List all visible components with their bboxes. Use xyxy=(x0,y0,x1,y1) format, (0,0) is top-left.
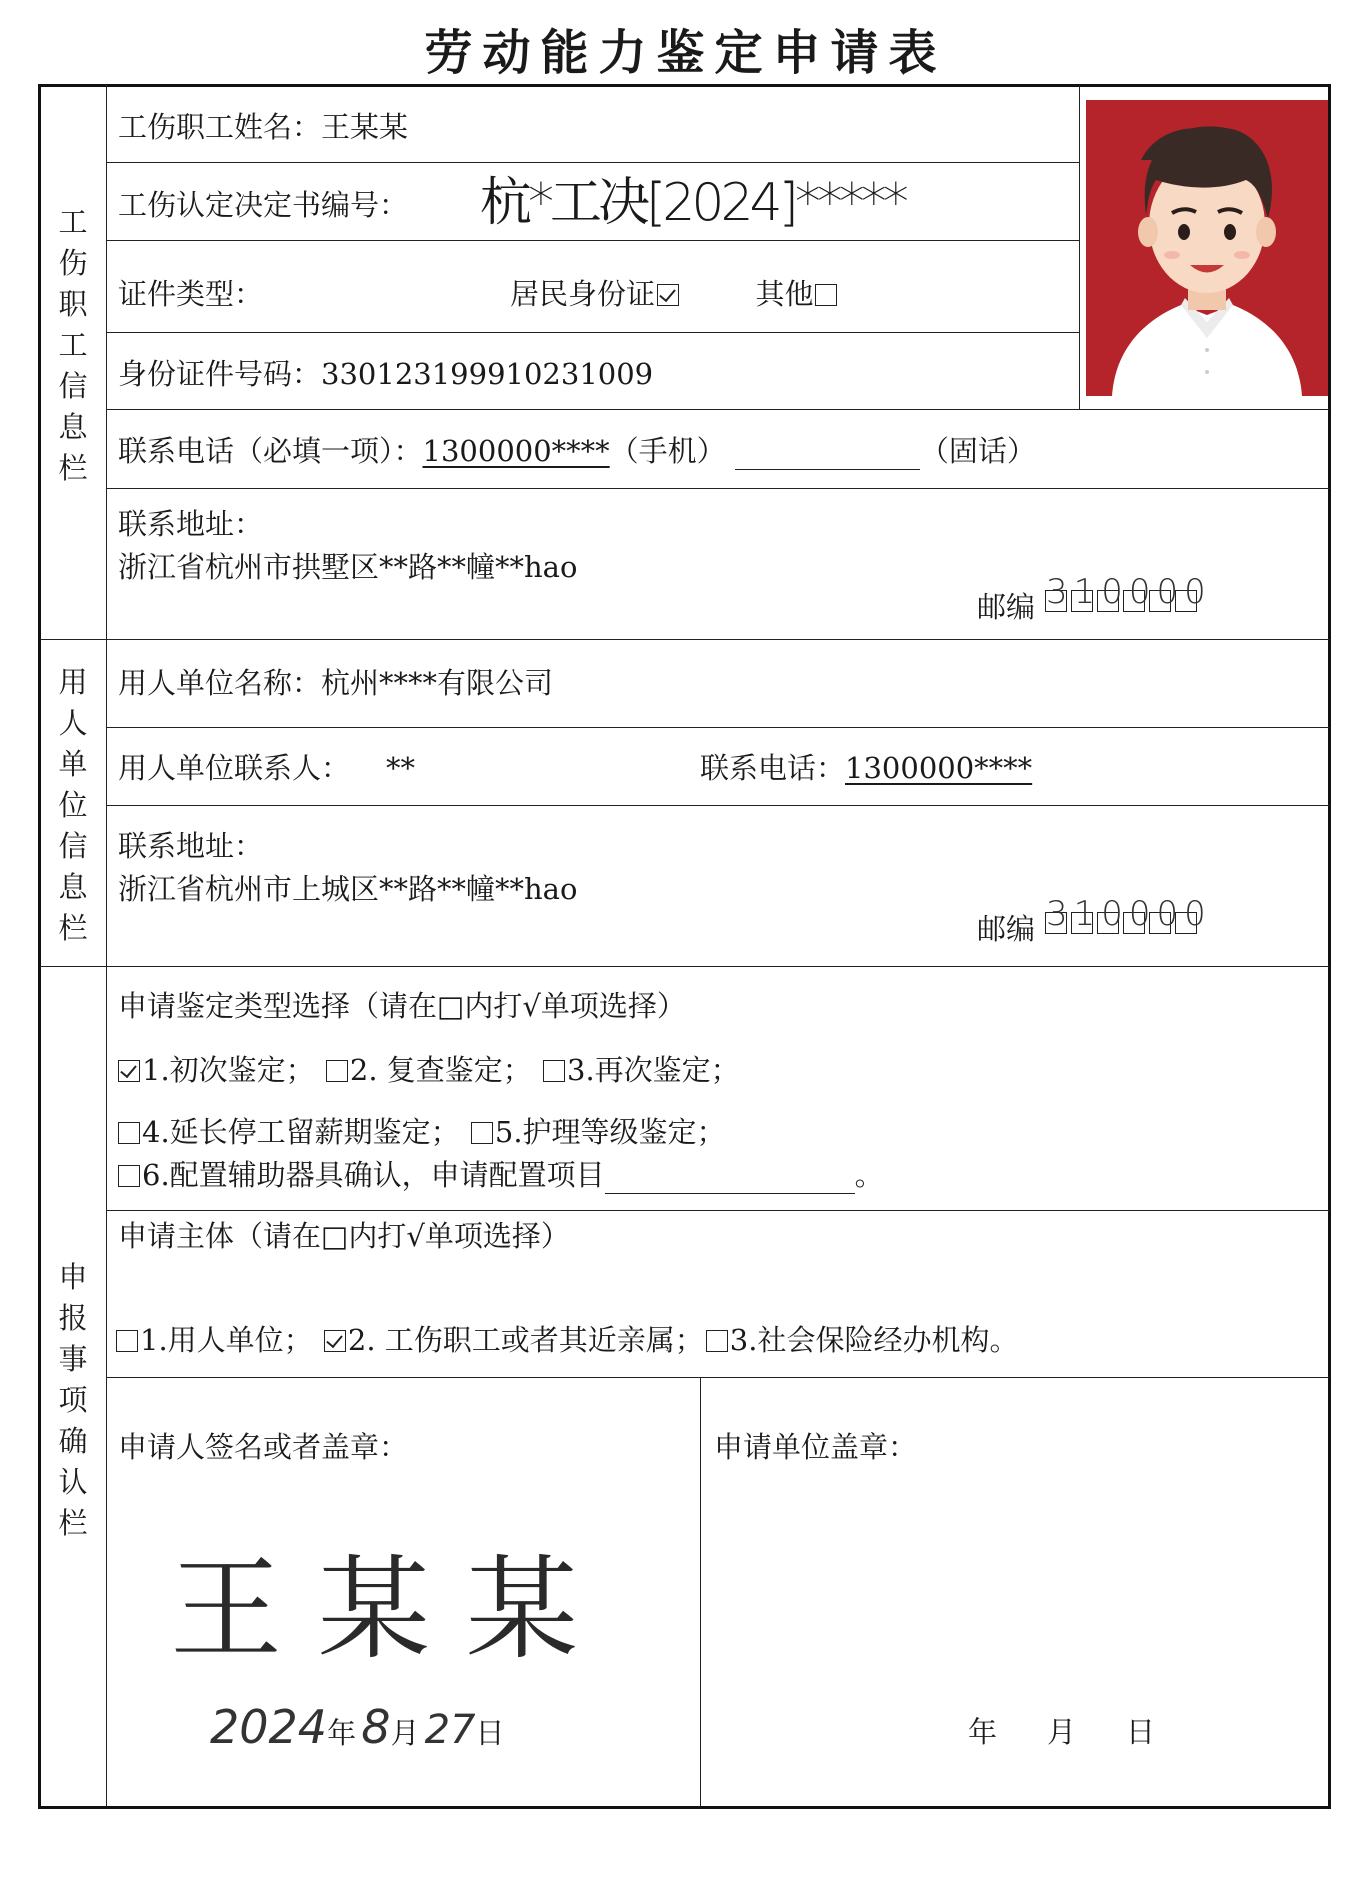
unit-date-year: 年 xyxy=(968,1715,998,1749)
opt5-label: 5.护理等级鉴定； xyxy=(494,1115,726,1149)
section-label-char: 工 xyxy=(58,204,88,239)
form-title: 劳动能力鉴定申请表 xyxy=(424,25,947,81)
section-label-char: 栏 xyxy=(58,450,88,485)
decision-no-value: 杭*工决[2024]***** xyxy=(480,173,905,233)
employer-address-value: 浙江省杭州市上城区**路**幢**hao xyxy=(118,872,578,906)
worker-mobile-value: 1300000**** xyxy=(422,434,610,468)
subj3-checkbox[interactable] xyxy=(706,1330,728,1352)
landline-suffix: （固话） xyxy=(919,434,1036,468)
employer-name-value: 杭州****有限公司 xyxy=(321,666,554,700)
section-label-char: 栏 xyxy=(58,910,88,945)
section-label-char: 项 xyxy=(58,1382,88,1417)
employer-address-label: 联系地址： xyxy=(118,829,264,863)
row-divider xyxy=(106,332,1079,333)
worker-address-value: 浙江省杭州市拱墅区**路**幢**hao xyxy=(118,550,578,584)
applicant-signature: 王某某 xyxy=(170,1545,614,1675)
id-type-resident-checkbox[interactable] xyxy=(657,284,679,306)
opt4-label: 4.延长停工留薪期鉴定； xyxy=(142,1115,460,1149)
id-type-other-label: 其他 xyxy=(755,277,814,311)
date-year-label: 年 xyxy=(327,1716,357,1750)
worker-phone-row xyxy=(118,429,1036,470)
section-label-char: 单 xyxy=(58,746,88,781)
date-day-label: 日 xyxy=(475,1716,505,1750)
opt6-end: 。 xyxy=(854,1158,884,1192)
subj1-label: 1.用人单位； xyxy=(140,1323,313,1357)
label-column-divider xyxy=(106,85,107,1807)
worker-address-label: 联系地址： xyxy=(118,507,264,541)
opt1-label: 1.初次鉴定； xyxy=(142,1053,315,1087)
section-label-char: 事 xyxy=(58,1341,88,1376)
employer-zip-handwritten: 310000 xyxy=(1046,894,1212,934)
subj2-label: 2. 工伤职工或者其近亲属； xyxy=(347,1323,704,1357)
applicant-date xyxy=(210,1700,505,1754)
apply-type-heading: 申请鉴定类型选择（请在□内打√单项选择） xyxy=(118,989,686,1023)
section-label-char: 用 xyxy=(58,664,88,699)
date-month-handwritten: 8 xyxy=(361,1700,391,1754)
apply-type-row-1 xyxy=(116,1048,740,1089)
section-label-worker xyxy=(40,190,106,500)
opt4-checkbox[interactable] xyxy=(118,1122,140,1144)
row-divider xyxy=(106,805,1330,806)
id-number-row xyxy=(118,352,653,393)
date-day-handwritten: 27 xyxy=(424,1707,476,1753)
worker-name-row xyxy=(118,105,408,146)
employer-phone-label: 联系电话： xyxy=(700,751,846,785)
section-label-char: 工 xyxy=(58,327,88,362)
opt6-label: 6.配置辅助器具确认，申请配置项目 xyxy=(142,1158,605,1192)
employer-zip-label: 邮编 xyxy=(977,912,1036,946)
section-divider xyxy=(40,639,1330,640)
id-type-resident-label: 居民身份证 xyxy=(510,277,656,311)
opt2-label: 2. 复查鉴定； xyxy=(349,1053,532,1087)
section-label-confirm xyxy=(40,1240,106,1560)
row-divider xyxy=(106,1210,1330,1211)
employer-phone-value: 1300000**** xyxy=(845,751,1033,785)
section-label-char: 确 xyxy=(58,1423,88,1458)
id-type-other-checkbox[interactable] xyxy=(815,284,837,306)
apply-subject-heading: 申请主体（请在□内打√单项选择） xyxy=(118,1219,570,1253)
section-label-char: 栏 xyxy=(58,1505,88,1540)
mobile-suffix: （手机） xyxy=(609,434,726,468)
employer-name-label: 用人单位名称： xyxy=(118,666,322,700)
section-label-char: 申 xyxy=(58,1259,88,1294)
section-label-char: 伤 xyxy=(58,245,88,280)
opt5-checkbox[interactable] xyxy=(471,1122,493,1144)
landline-field[interactable] xyxy=(735,439,920,470)
applicant-photo xyxy=(1086,100,1328,396)
row-divider xyxy=(106,1377,1330,1378)
unit-date-day: 日 xyxy=(1126,1715,1156,1749)
signature-divider xyxy=(700,1377,701,1807)
section-label-char: 信 xyxy=(58,828,88,863)
decision-no-label: 工伤认定决定书编号： xyxy=(118,188,409,222)
section-label-char: 职 xyxy=(58,286,88,321)
section-label-char: 人 xyxy=(58,705,88,740)
subj3-label: 3.社会保险经办机构。 xyxy=(729,1323,1019,1357)
row-divider xyxy=(106,409,1330,410)
row-divider xyxy=(106,727,1330,728)
opt3-label: 3.再次鉴定； xyxy=(567,1053,740,1087)
opt3-checkbox[interactable] xyxy=(543,1060,565,1082)
opt6-item-field[interactable] xyxy=(605,1163,855,1194)
id-type-label: 证件类型： xyxy=(118,277,264,311)
unit-date xyxy=(968,1710,1155,1751)
date-month-label: 月 xyxy=(390,1716,420,1750)
unit-date-month: 月 xyxy=(1047,1715,1077,1749)
applicant-sign-label: 申请人签名或者盖章： xyxy=(118,1430,409,1464)
section-label-char: 信 xyxy=(58,368,88,403)
worker-zip-label: 邮编 xyxy=(977,590,1036,624)
photo-divider xyxy=(1079,85,1080,409)
section-divider xyxy=(40,966,1330,967)
employer-contact-label: 用人单位联系人： xyxy=(118,751,351,785)
section-label-char: 位 xyxy=(58,787,88,822)
apply-type-row-3 xyxy=(116,1153,884,1194)
employer-contact-value: ** xyxy=(386,751,416,785)
employer-name-row xyxy=(118,661,553,702)
subj2-checkbox[interactable] xyxy=(324,1330,346,1352)
id-number-value: 330123199910231009 xyxy=(321,357,654,391)
section-label-char: 报 xyxy=(58,1300,88,1335)
person-portrait-icon xyxy=(1086,100,1328,396)
worker-name-value: 王某某 xyxy=(321,110,409,144)
opt2-checkbox[interactable] xyxy=(326,1060,348,1082)
worker-phone-label: 联系电话（必填一项）： xyxy=(118,434,423,468)
apply-type-row-2 xyxy=(116,1110,726,1151)
section-label-char: 息 xyxy=(58,409,88,444)
employer-phone-row xyxy=(700,746,1032,787)
subj1-checkbox[interactable] xyxy=(116,1330,138,1352)
worker-name-label: 工伤职工姓名： xyxy=(118,110,322,144)
section-label-char: 息 xyxy=(58,869,88,904)
opt6-checkbox[interactable] xyxy=(118,1165,140,1187)
row-divider xyxy=(106,488,1330,489)
worker-zip-handwritten: 310000 xyxy=(1046,572,1212,612)
date-year-handwritten: 2024 xyxy=(210,1700,328,1754)
section-label-char: 认 xyxy=(58,1464,88,1499)
id-type-options xyxy=(510,272,839,313)
opt1-checkbox[interactable] xyxy=(118,1060,140,1082)
employer-contact-row xyxy=(118,746,415,787)
id-number-label: 身份证件号码： xyxy=(118,357,322,391)
row-divider xyxy=(106,240,1079,241)
apply-subject-row xyxy=(114,1318,1018,1359)
section-label-employer xyxy=(40,660,106,950)
unit-seal-label: 申请单位盖章： xyxy=(714,1430,918,1464)
